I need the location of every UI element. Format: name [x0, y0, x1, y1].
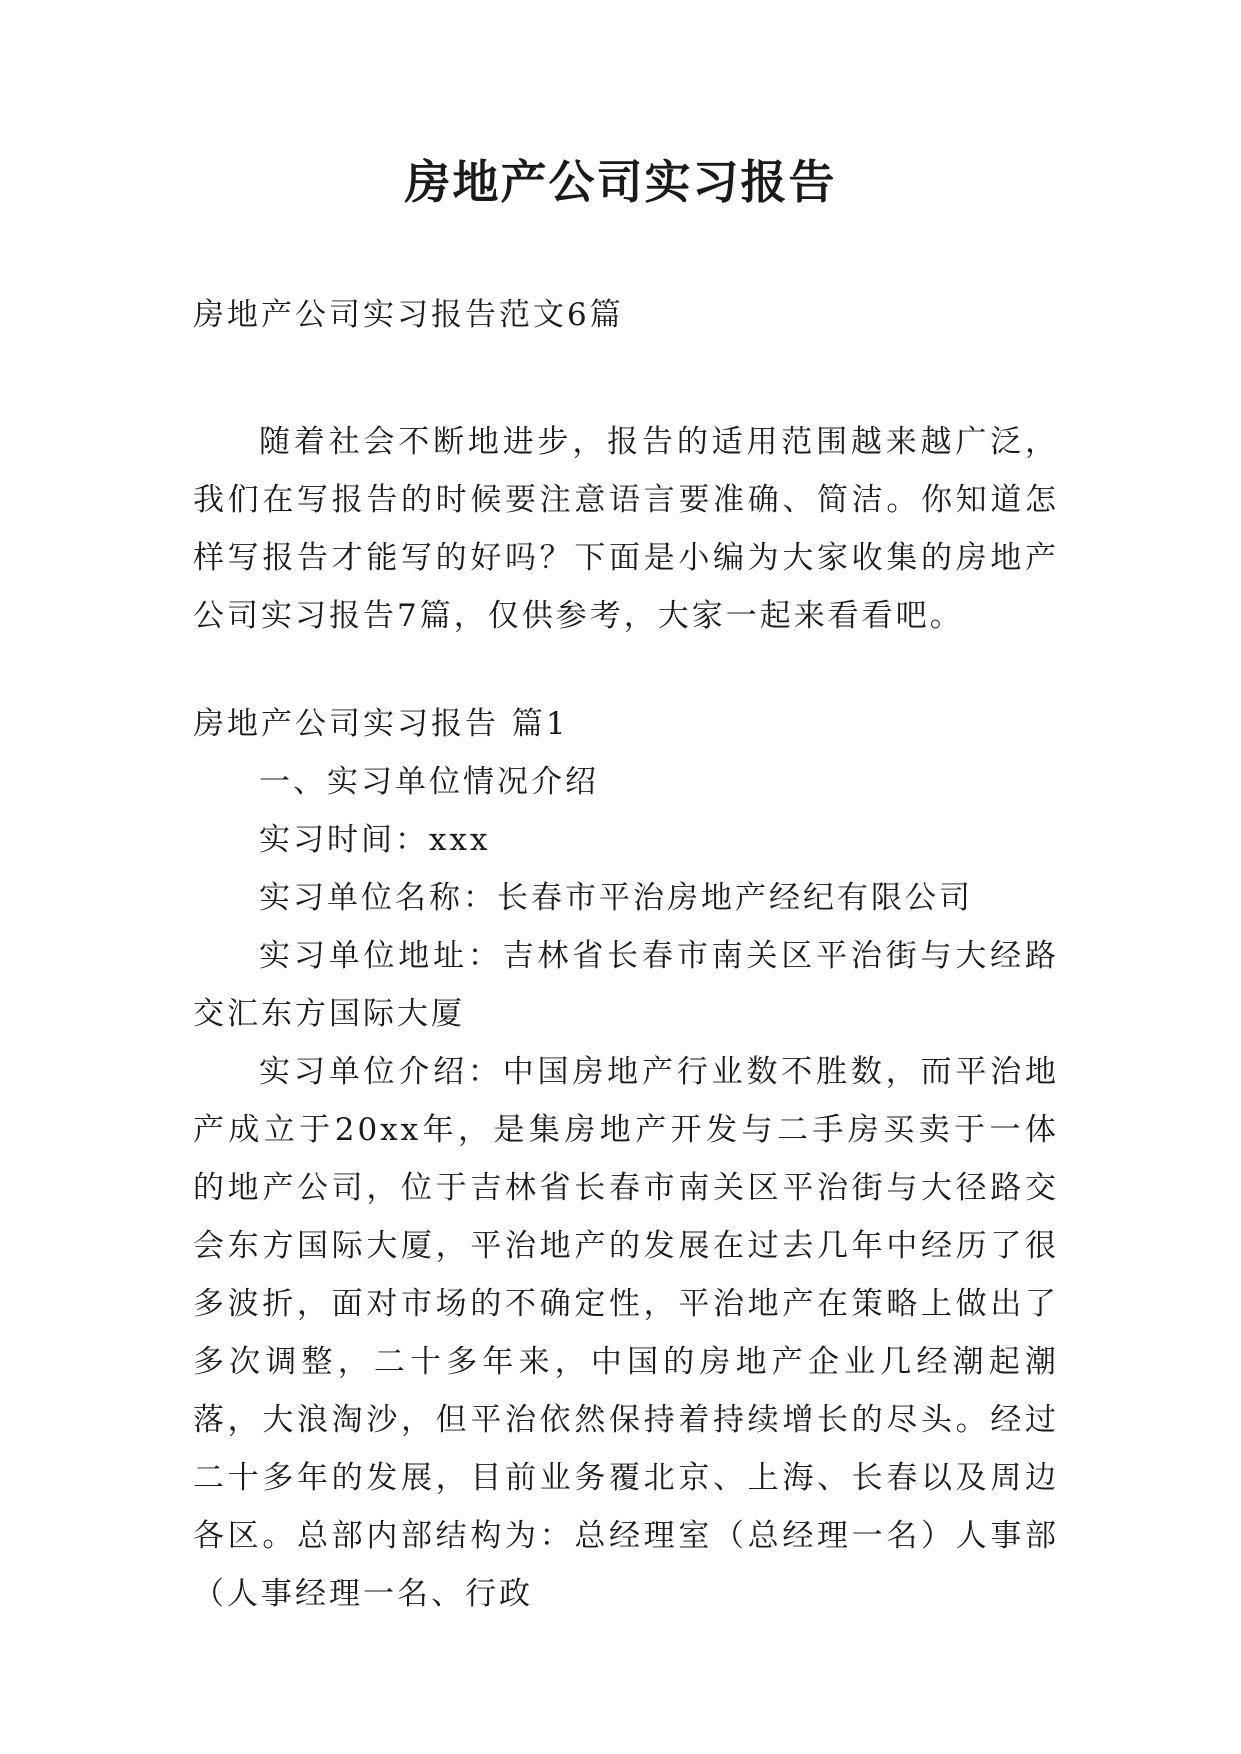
internship-time: 实习时间：xxx	[259, 822, 491, 858]
intro-paragraph: 随着社会不断地进步，报告的适用范围越来越广泛，我们在写报告的时候要注意语言要准确、简洁。你知道怎样写报告才能写的好吗？下面是小编为大家收集的房地产公司实习报告7篇，仅供参考，大家一起来看看吧。	[193, 424, 1059, 634]
company-name: 实习单位名称：长春市平治房地产经纪有限公司	[259, 880, 973, 916]
company-address: 实习单位地址：吉林省长春市南关区平治街与大经路交汇东方国际大厦	[193, 938, 1059, 1032]
document-subtitle: 房地产公司实习报告范文6篇	[193, 297, 624, 333]
company-introduction: 实习单位介绍：中国房地产行业数不胜数，而平治地产成立于20xx年，是集房地产开发与二手房买卖于一体的地产公司，位于吉林省长春市南关区平治街与大径路交会东方国际大厦，平治地产的发展在过去几年中经历了很多波折，面对市场的不确定性，平治地产在策略上做出了多次调整，二十多年来，中国的房地产企业几经潮起潮落，大浪淘沙，但平治依然保持着持续增长的尽头。经过二十多年的发展，目前业务覆北京、上海、长春以及周边各区。总部内部结构为：总经理室（总经理一名）人事部（人事经理一名、行政	[193, 1054, 1059, 1612]
document-title: 房地产公司实习报告	[404, 155, 837, 209]
section-outline-heading: 一、实习单位情况介绍	[259, 764, 599, 800]
document-body	[193, 290, 1059, 1623]
section-heading: 房地产公司实习报告 篇1	[193, 706, 569, 742]
